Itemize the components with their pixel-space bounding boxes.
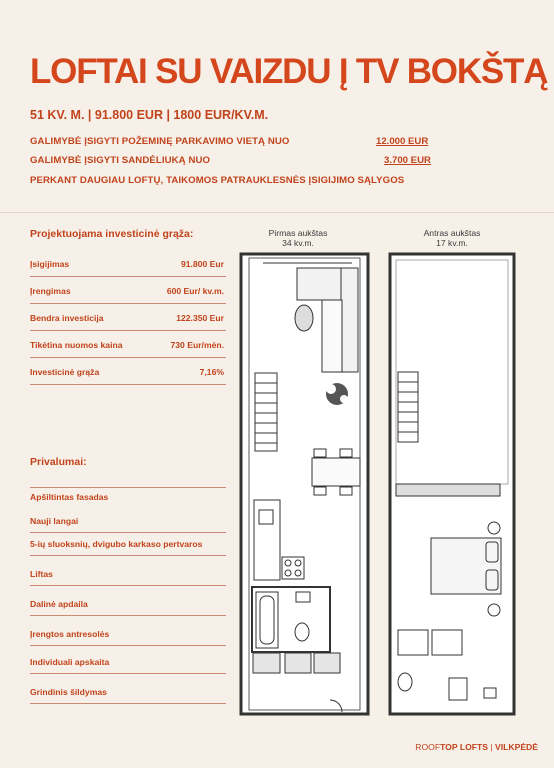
parking-amount: 12.000 EUR [376,136,429,147]
footer-divider: | [488,742,496,752]
row-label: Įrengimas [30,286,71,296]
row-label: Investicinė grąža [30,367,100,377]
footer-prefix: ROOF [415,742,441,752]
storage-amount: 3.700 EUR [384,155,431,166]
row-value: 600 Eur/ kv.m. [166,286,224,296]
row-value: 7,16% [199,367,224,377]
advantage-label: Dalinė apdaila [30,599,88,609]
advantages-heading: Privalumai: [30,456,87,468]
footer-brand [415,742,538,752]
row-value: 91.800 Eur [181,259,224,269]
advantage-label: Nauji langai [30,516,79,526]
price-summary: 51 KV. M. | 91.800 EUR | 1800 EUR/KV.M. [30,108,269,122]
storage-offer: GALIMYBĖ ĮSIGYTI SANDĖLIUKĄ NUO [30,155,211,166]
row-value: 122.350 Eur [176,313,224,323]
advantage-label: Įrengtos antresolės [30,629,110,639]
second-floor-name: Antras aukštas [423,228,481,238]
first-floor-area: 34 kv.m. [282,238,314,248]
advantage-label: Apšiltintas fasadas [30,492,109,502]
advantage-label: 5-ių sluoksnių, dvigubo karkaso pertvaros [30,539,203,549]
second-floor-plan [390,254,514,714]
row-label: Įsigijimas [30,259,70,269]
footer-place: VILKPĖDĖ [495,742,538,752]
plant-icon [326,383,348,405]
advantage-label: Liftas [30,569,53,579]
second-floor-area: 17 kv.m. [436,238,468,248]
row-label: Tikėtina nuomos kaina [30,340,123,350]
first-floor-plan [241,254,368,714]
investment-heading: Projektuojama investicinė grąža: [30,228,194,240]
footer-brand-name: TOP LOFTS [440,742,488,752]
parking-offer: GALIMYBĖ ĮSIGYTI POŽEMINĘ PARKAVIMO VIETĄ NUO [30,136,290,147]
page-title: LOFTAI SU VAIZDU Į TV BOKŠTĄ [30,52,548,91]
advantage-label: Individuali apskaita [30,657,110,667]
row-label: Bendra investicija [30,313,104,323]
first-floor-name: Pirmas aukštas [268,228,328,238]
advantage-label: Grindinis šildymas [30,687,107,697]
row-value: 730 Eur/mėn. [170,340,224,350]
bulk-offer: PERKANT DAUGIAU LOFTŲ, TAIKOMOS PATRAUKLESNĖS ĮSIGIJIMO SĄLYGOS [30,175,405,186]
